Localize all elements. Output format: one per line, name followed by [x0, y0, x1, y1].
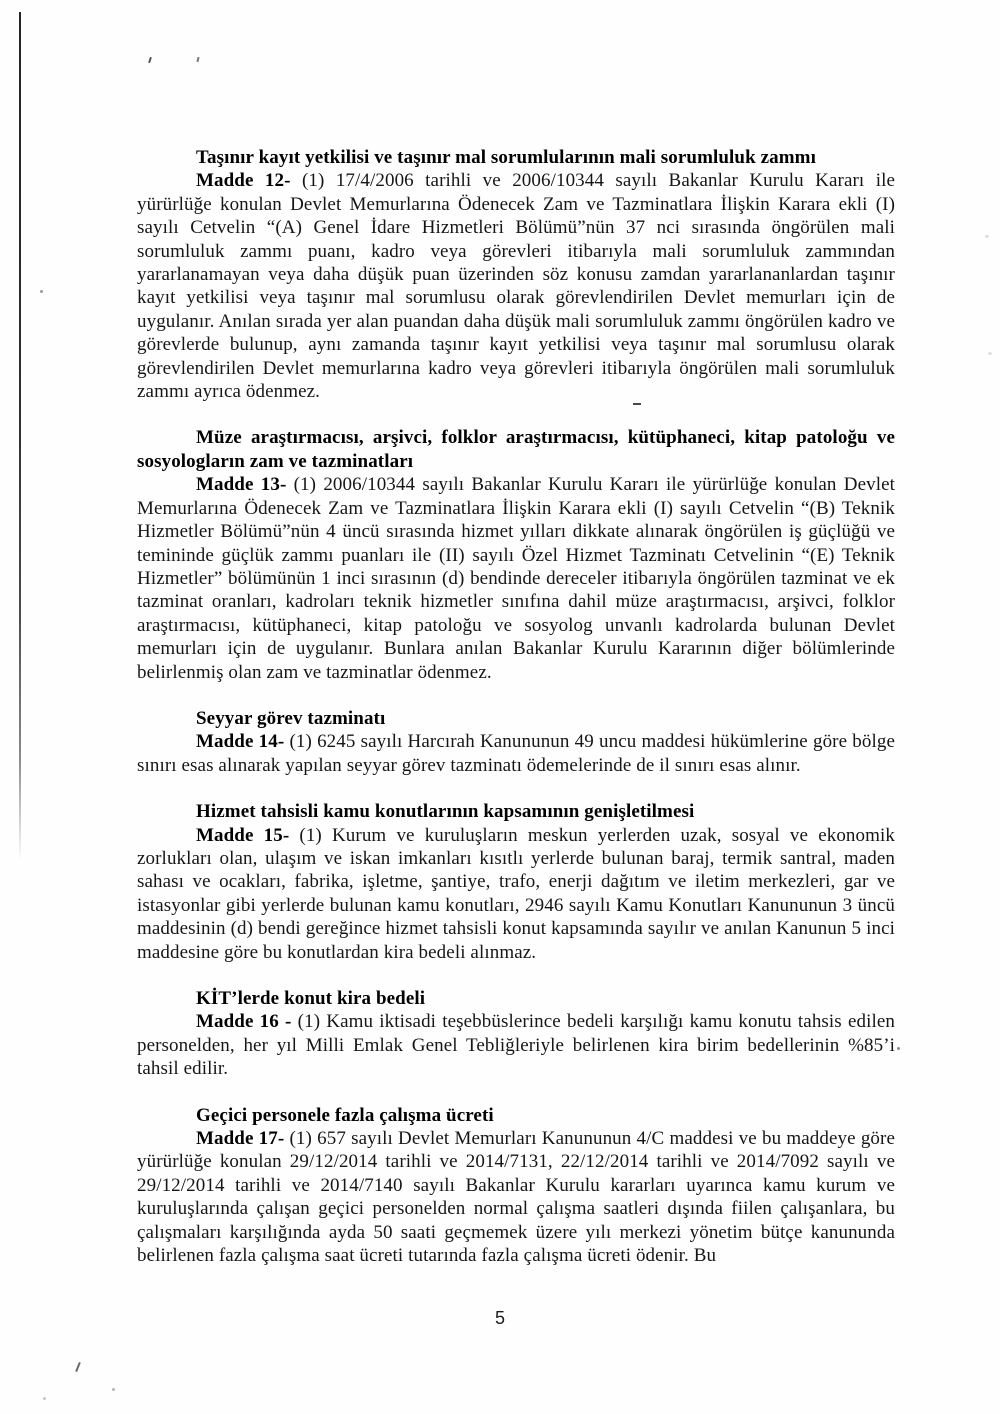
- scan-speck: [40, 290, 43, 293]
- scan-speck: [988, 352, 992, 355]
- scan-speck: [148, 57, 152, 63]
- section-madde-16: [137, 987, 895, 1081]
- section-paragraph: [137, 730, 895, 777]
- section-madde-13: [137, 426, 895, 683]
- section-paragraph: [137, 1127, 895, 1267]
- section-heading: Taşınır kayıt yetkilisi ve taşınır mal sorumlularının mali sorumluluk zammı: [196, 147, 816, 168]
- madde-number-label: Madde 12-: [196, 170, 291, 192]
- section-heading: KİT’lerde konut kira bedeli: [196, 988, 426, 1009]
- section-heading: Müze araştırmacısı, arşivci, folklor araştırmacısı, kütüphaneci, kitap patoloğu ve sosyologların zam ve tazminatları: [137, 427, 895, 472]
- page-footer: [0, 1308, 1000, 1329]
- scan-speck: [43, 1397, 46, 1400]
- madde-number-label: Madde 17-: [196, 1128, 285, 1150]
- paragraph-text: (1) 2006/10344 sayılı Bakanlar Kurulu Kararı ile yürürlüğe konulan Devlet Memurlarına Ödenecek Zam ve Tazminatlara İlişkin Karara ekli (I) sayılı Cetvelin “(B) Teknik Hizmetler Bölümü”nün 4 üncü sırasında hizmet yılları dikkate alınarak öngörülen iş güçlüğü ve temininde güçlük zammı puanları ile (II) sayılı Özel Hizmet Tazminatı Cetvelinin “(E) Teknik Hizmetler” bölümünün 1 inci sırasının (d) bendinde dereceler itibarıyla öngörülen tazminat ve ek tazminat oranları, kadroları teknik hizmetler sınıfına dahil müze araştırmacısı, arşivci, folklor araştırmacısı, kütüphaneci, kitap patoloğu ve sosyolog unvanlı kadrolarda bulunan Devlet memurları için de uygulanır. Bunlara anılan Bakanlar Kurulu Kararının diğer bölümlerinde belirlenmiş olan zam ve tazminatlar ödenmez.: [137, 474, 895, 683]
- paragraph-text: (1) Kamu iktisadi teşebbüslerince bedeli karşılığı kamu konutu tahsis edilen personelden, her yıl Milli Emlak Genel Tebliğleriyle belirlenen kira birim bedellerinin %85’i tahsil edilir.: [137, 1011, 895, 1080]
- paragraph-text: (1) 657 sayılı Devlet Memurları Kanununun 4/C maddesi ve bu maddeye göre yürürlüğe konulan 29/12/2014 tarihli ve 2014/7131, 22/12/2014 tarihli ve 2014/7092 sayılı ve 29/12/2014 tarihli ve 2014/7140 sayılı Bakanlar Kurulu kararları uyarınca kamu kurum ve kuruluşlarında çalışan geçici personelden normal çalışma saatleri dışında fiilen çalışanlara, bu çalışmaları karşılığında ayda 50 saati geçmemek üzere yılı merkezi yönetim bütçe kanununda belirlenen fazla çalışma saat ücreti tutarında fazla çalışma ücreti ödenir. Bu: [137, 1128, 895, 1267]
- madde-number-label: Madde 14-: [196, 731, 285, 753]
- scan-speck: [196, 57, 199, 62]
- scan-speck: [897, 1047, 900, 1050]
- section-paragraph: [137, 824, 895, 964]
- scan-speck: [112, 1388, 115, 1391]
- section-heading: Seyyar görev tazminatı: [196, 707, 386, 729]
- section-paragraph: [137, 1010, 895, 1080]
- section-madde-17: [137, 1104, 895, 1268]
- scan-speck: [985, 235, 989, 238]
- section-paragraph: [137, 473, 895, 684]
- section-heading: Geçici personele fazla çalışma ücreti: [196, 1104, 494, 1126]
- page-number: 5: [494, 1308, 505, 1328]
- madde-number-label: Madde 15-: [196, 824, 290, 846]
- paragraph-text: (1) 17/4/2006 tarihli ve 2006/10344 sayılı Bakanlar Kurulu Kararı ile yürürlüğe konulan Devlet Memurlarına Ödenecek Zam ve Tazminatlara İlişkin Karara ekli (I) sayılı Cetvelin “(A) Genel İdare Hizmetleri Bölümü”nün 37 nci sırasında öngörülen mali sorumluluk zammı puanı, kadro veya görevleri itibarıyla mali sorumluluk zammından yararlanamayan veya daha düşük puan üzerinden söz konusu zamdan yararlananlardan taşınır kayıt yetkilisi veya taşınır mal sorumlusu olarak görevlendirilen Devlet memurları için de uygulanır. Anılan sırada yer alan puandan daha düşük mali sorumluluk zammı öngörülen kadro ve görevlerde bulunup, aynı zamanda taşınır kayıt yetkilisi veya taşınır mal sorumlusu olarak görevlendirilen Devlet memurlarına kadro veya görevleri itibarıyla öngörülen mali sorumluluk zammı ayrıca ödenmez.: [137, 170, 895, 403]
- section-paragraph: [137, 169, 895, 403]
- paragraph-text: (1) 6245 sayılı Harcırah Kanununun 49 uncu maddesi hükümlerine göre bölge sınırı esas alınarak yapılan seyyar görev tazminatı ödemelerinde de il sınırı esas alınır.: [137, 731, 896, 776]
- section-madde-14: [137, 707, 895, 777]
- section-heading: Hizmet tahsisli kamu konutlarının kapsamının genişletilmesi: [196, 801, 695, 823]
- madde-number-label: Madde 16 -: [196, 1011, 292, 1033]
- section-madde-12: [137, 146, 895, 403]
- section-madde-15: [137, 800, 895, 964]
- scan-speck: [75, 1362, 81, 1372]
- scan-edge-line: [19, 12, 21, 860]
- madde-number-label: Madde 13-: [196, 474, 287, 496]
- document-body: [137, 146, 895, 1267]
- paragraph-text: (1) Kurum ve kuruluşların meskun yerlerden uzak, sosyal ve ekonomik zorlukları olan, ulaşım ve iskan imkanları kısıtlı yerlerde bulunan baraj, termik santral, maden sahası ve ocakları, fabrika, işletme, şantiye, trafo, enerji dağıtım ve iletim merkezleri, gar ve istasyonlar gibi yerlerde bulunan kamu konutları, 2946 sayılı Kamu Konutları Kanununun 3 üncü maddesinin (d) bendi gereğince hizmet tahsisli konut kapsamında sayılır ve anılan Kanunun 5 inci maddesine göre bu konutlardan kira bedeli alınmaz.: [137, 824, 895, 963]
